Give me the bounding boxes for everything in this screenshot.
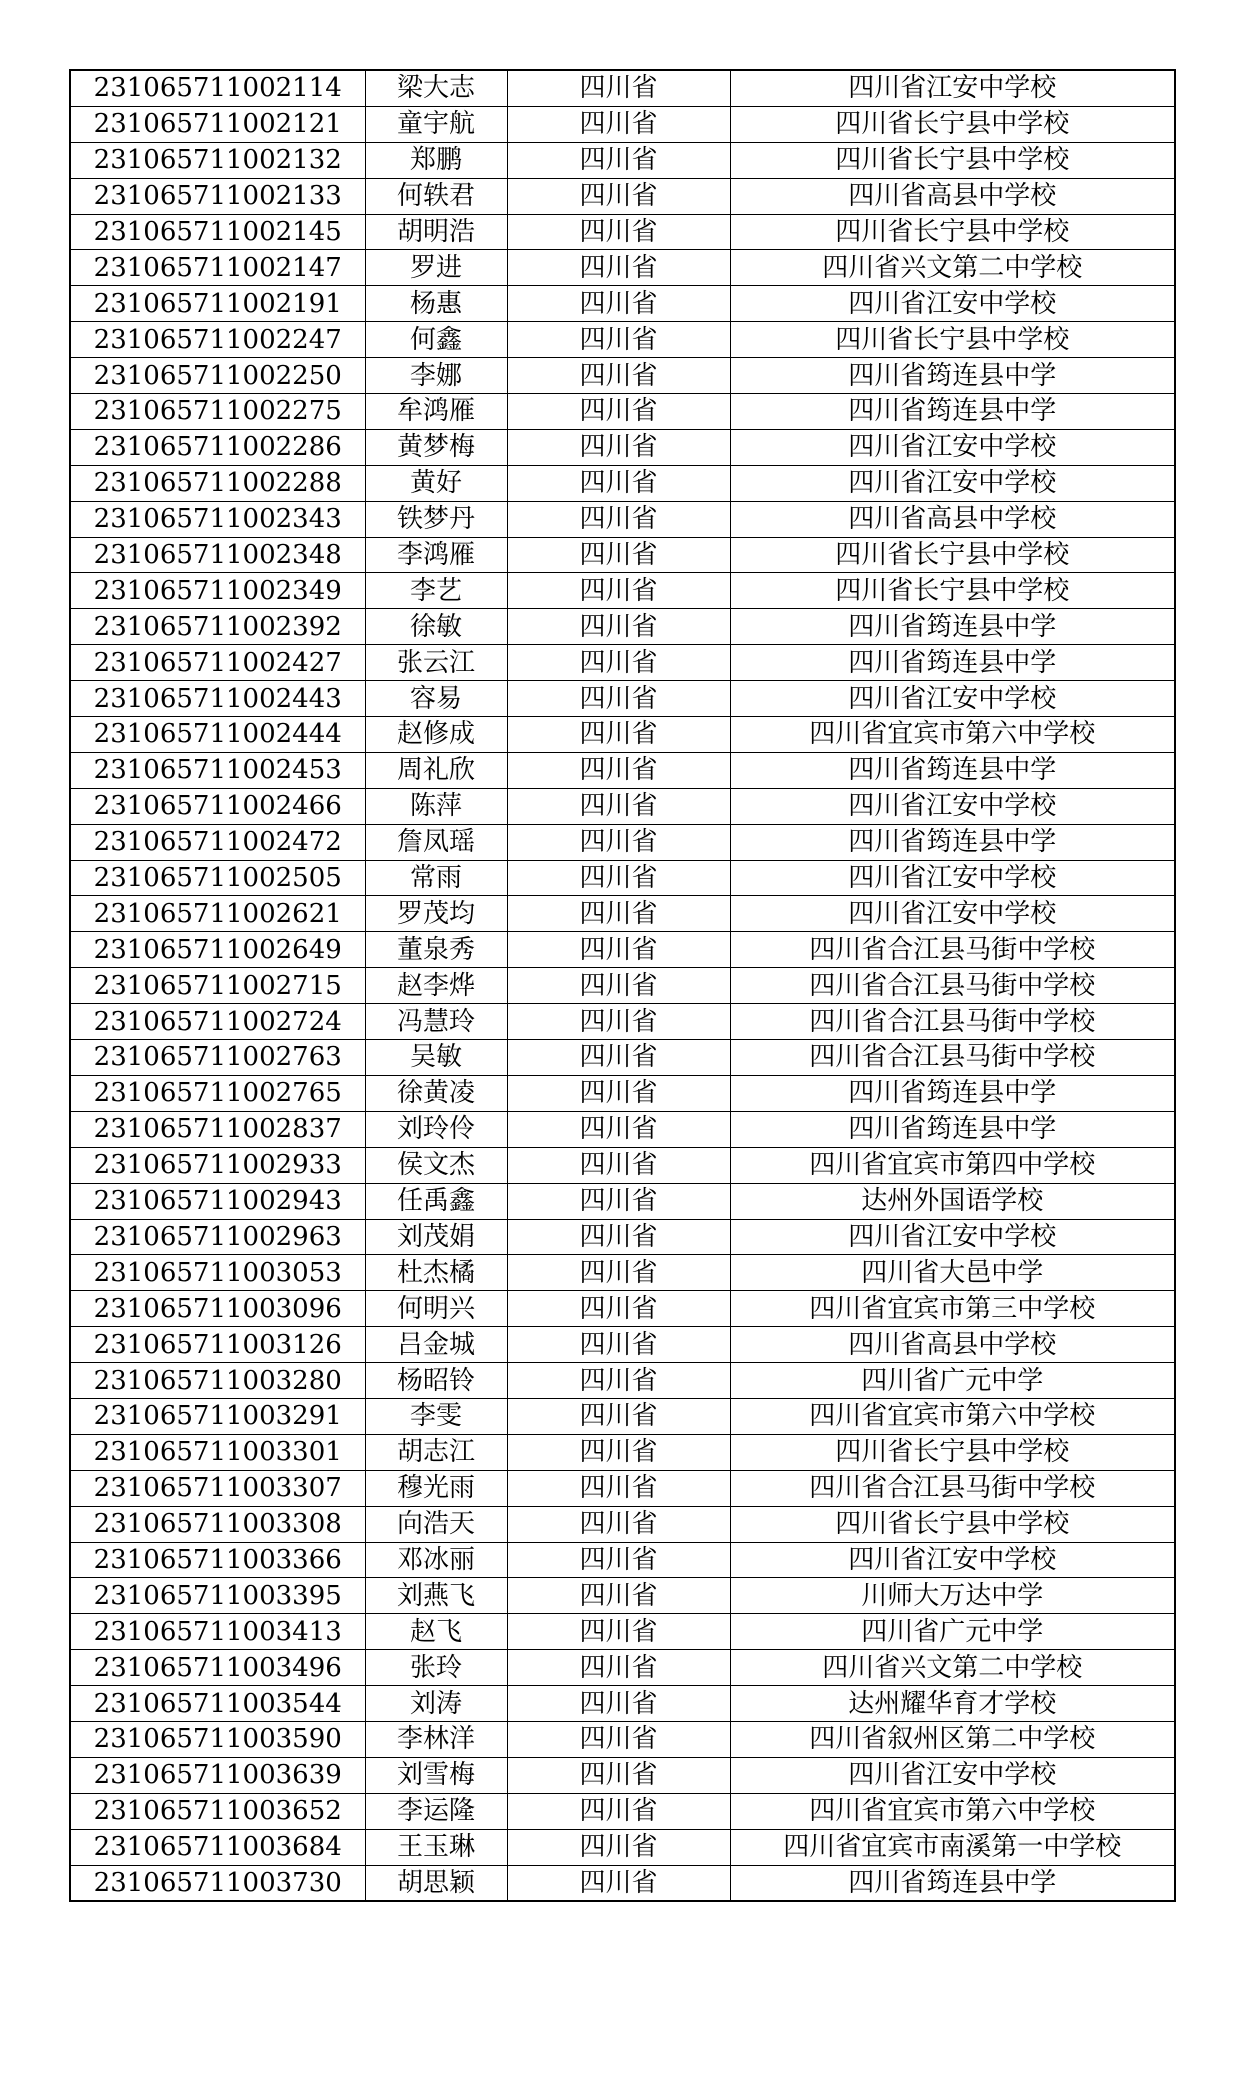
school-cell: 四川省筠连县中学 — [730, 358, 1175, 394]
province-cell: 四川省 — [507, 1004, 730, 1040]
candidate-id-cell: 231065711003053 — [70, 1255, 365, 1291]
table-row — [70, 501, 1175, 537]
table-row — [70, 1147, 1175, 1183]
table-row — [70, 1291, 1175, 1327]
candidate-name-cell: 周礼欣 — [365, 752, 507, 788]
school-cell: 四川省高县中学校 — [730, 501, 1175, 537]
province-cell: 四川省 — [507, 1219, 730, 1255]
candidate-id-cell: 231065711002191 — [70, 286, 365, 322]
candidate-name-cell: 罗茂均 — [365, 896, 507, 932]
school-cell: 四川省宜宾市第四中学校 — [730, 1147, 1175, 1183]
roster-table — [69, 69, 1176, 1902]
province-cell: 四川省 — [507, 70, 730, 106]
candidate-name-cell: 穆光雨 — [365, 1470, 507, 1506]
candidate-id-cell: 231065711003126 — [70, 1327, 365, 1363]
table-row — [70, 1219, 1175, 1255]
table-row — [70, 1398, 1175, 1434]
province-cell: 四川省 — [507, 429, 730, 465]
province-cell: 四川省 — [507, 1865, 730, 1901]
school-cell: 四川省宜宾市第六中学校 — [730, 1793, 1175, 1829]
table-row — [70, 429, 1175, 465]
province-cell: 四川省 — [507, 465, 730, 501]
candidate-id-cell: 231065711003280 — [70, 1363, 365, 1399]
candidate-name-cell: 罗进 — [365, 250, 507, 286]
candidate-id-cell: 231065711002466 — [70, 788, 365, 824]
candidate-name-cell: 李运隆 — [365, 1793, 507, 1829]
table-row — [70, 1434, 1175, 1470]
candidate-id-cell: 231065711003096 — [70, 1291, 365, 1327]
school-cell: 四川省江安中学校 — [730, 465, 1175, 501]
candidate-id-cell: 231065711002348 — [70, 537, 365, 573]
candidate-name-cell: 刘茂娟 — [365, 1219, 507, 1255]
school-cell: 四川省江安中学校 — [730, 1757, 1175, 1793]
province-cell: 四川省 — [507, 824, 730, 860]
candidate-name-cell: 何鑫 — [365, 322, 507, 358]
province-cell: 四川省 — [507, 1398, 730, 1434]
candidate-name-cell: 刘燕飞 — [365, 1578, 507, 1614]
candidate-id-cell: 231065711003730 — [70, 1865, 365, 1901]
candidate-name-cell: 杜杰橘 — [365, 1255, 507, 1291]
school-cell: 四川省长宁县中学校 — [730, 106, 1175, 142]
candidate-id-cell: 231065711002250 — [70, 358, 365, 394]
table-row — [70, 142, 1175, 178]
candidate-name-cell: 牟鸿雁 — [365, 394, 507, 430]
table-row — [70, 788, 1175, 824]
candidate-id-cell: 231065711002145 — [70, 214, 365, 250]
candidate-name-cell: 徐敏 — [365, 609, 507, 645]
candidate-name-cell: 吕金城 — [365, 1327, 507, 1363]
candidate-id-cell: 231065711003301 — [70, 1434, 365, 1470]
province-cell: 四川省 — [507, 752, 730, 788]
candidate-name-cell: 容易 — [365, 681, 507, 717]
table-row — [70, 752, 1175, 788]
candidate-id-cell: 231065711003684 — [70, 1829, 365, 1865]
candidate-name-cell: 黄好 — [365, 465, 507, 501]
province-cell: 四川省 — [507, 106, 730, 142]
table-row — [70, 1004, 1175, 1040]
table-row — [70, 1650, 1175, 1686]
school-cell: 四川省合江县马街中学校 — [730, 1040, 1175, 1076]
school-cell: 四川省筠连县中学 — [730, 645, 1175, 681]
province-cell: 四川省 — [507, 1111, 730, 1147]
school-cell: 四川省高县中学校 — [730, 1327, 1175, 1363]
candidate-id-cell: 231065711002444 — [70, 717, 365, 753]
school-cell: 四川省长宁县中学校 — [730, 1506, 1175, 1542]
table-row — [70, 860, 1175, 896]
candidate-id-cell: 231065711003395 — [70, 1578, 365, 1614]
school-cell: 四川省宜宾市第六中学校 — [730, 1398, 1175, 1434]
candidate-id-cell: 231065711002837 — [70, 1111, 365, 1147]
school-cell: 四川省长宁县中学校 — [730, 537, 1175, 573]
table-row — [70, 1363, 1175, 1399]
candidate-id-cell: 231065711003291 — [70, 1398, 365, 1434]
province-cell: 四川省 — [507, 142, 730, 178]
candidate-id-cell: 231065711003307 — [70, 1470, 365, 1506]
table-row — [70, 968, 1175, 1004]
province-cell: 四川省 — [507, 322, 730, 358]
school-cell: 川师大万达中学 — [730, 1578, 1175, 1614]
candidate-id-cell: 231065711002349 — [70, 573, 365, 609]
candidate-id-cell: 231065711002147 — [70, 250, 365, 286]
candidate-id-cell: 231065711002132 — [70, 142, 365, 178]
province-cell: 四川省 — [507, 1434, 730, 1470]
table-row — [70, 681, 1175, 717]
school-cell: 达州外国语学校 — [730, 1183, 1175, 1219]
school-cell: 四川省宜宾市南溪第一中学校 — [730, 1829, 1175, 1865]
school-cell: 四川省高县中学校 — [730, 178, 1175, 214]
candidate-name-cell: 杨惠 — [365, 286, 507, 322]
table-row — [70, 250, 1175, 286]
school-cell: 四川省长宁县中学校 — [730, 214, 1175, 250]
school-cell: 达州耀华育才学校 — [730, 1686, 1175, 1722]
province-cell: 四川省 — [507, 788, 730, 824]
province-cell: 四川省 — [507, 681, 730, 717]
province-cell: 四川省 — [507, 286, 730, 322]
candidate-name-cell: 邓冰丽 — [365, 1542, 507, 1578]
province-cell: 四川省 — [507, 968, 730, 1004]
province-cell: 四川省 — [507, 1255, 730, 1291]
province-cell: 四川省 — [507, 394, 730, 430]
candidate-id-cell: 231065711002247 — [70, 322, 365, 358]
school-cell: 四川省江安中学校 — [730, 896, 1175, 932]
candidate-name-cell: 吴敏 — [365, 1040, 507, 1076]
candidate-name-cell: 刘涛 — [365, 1686, 507, 1722]
province-cell: 四川省 — [507, 1040, 730, 1076]
candidate-name-cell: 铁梦丹 — [365, 501, 507, 537]
province-cell: 四川省 — [507, 717, 730, 753]
school-cell: 四川省宜宾市第三中学校 — [730, 1291, 1175, 1327]
candidate-name-cell: 陈萍 — [365, 788, 507, 824]
province-cell: 四川省 — [507, 1829, 730, 1865]
candidate-id-cell: 231065711003496 — [70, 1650, 365, 1686]
school-cell: 四川省筠连县中学 — [730, 752, 1175, 788]
province-cell: 四川省 — [507, 1075, 730, 1111]
candidate-name-cell: 李鸿雁 — [365, 537, 507, 573]
table-row — [70, 1183, 1175, 1219]
province-cell: 四川省 — [507, 178, 730, 214]
province-cell: 四川省 — [507, 1578, 730, 1614]
table-row — [70, 1255, 1175, 1291]
province-cell: 四川省 — [507, 1291, 730, 1327]
province-cell: 四川省 — [507, 1757, 730, 1793]
candidate-id-cell: 231065711002343 — [70, 501, 365, 537]
table-row — [70, 1327, 1175, 1363]
candidate-name-cell: 何明兴 — [365, 1291, 507, 1327]
school-cell: 四川省宜宾市第六中学校 — [730, 717, 1175, 753]
school-cell: 四川省长宁县中学校 — [730, 573, 1175, 609]
table-row — [70, 824, 1175, 860]
candidate-id-cell: 231065711002765 — [70, 1075, 365, 1111]
province-cell: 四川省 — [507, 1147, 730, 1183]
province-cell: 四川省 — [507, 1327, 730, 1363]
school-cell: 四川省筠连县中学 — [730, 824, 1175, 860]
candidate-name-cell: 赵修成 — [365, 717, 507, 753]
candidate-id-cell: 231065711002715 — [70, 968, 365, 1004]
school-cell: 四川省兴文第二中学校 — [730, 250, 1175, 286]
school-cell: 四川省江安中学校 — [730, 429, 1175, 465]
school-cell: 四川省江安中学校 — [730, 70, 1175, 106]
candidate-id-cell: 231065711003544 — [70, 1686, 365, 1722]
candidate-name-cell: 任禹鑫 — [365, 1183, 507, 1219]
candidate-id-cell: 231065711002121 — [70, 106, 365, 142]
candidate-name-cell: 赵飞 — [365, 1614, 507, 1650]
province-cell: 四川省 — [507, 1363, 730, 1399]
school-cell: 四川省筠连县中学 — [730, 1865, 1175, 1901]
table-row — [70, 1829, 1175, 1865]
candidate-name-cell: 刘玲伶 — [365, 1111, 507, 1147]
candidate-name-cell: 张云江 — [365, 645, 507, 681]
candidate-id-cell: 231065711002392 — [70, 609, 365, 645]
candidate-name-cell: 李雯 — [365, 1398, 507, 1434]
candidate-name-cell: 侯文杰 — [365, 1147, 507, 1183]
candidate-name-cell: 梁大志 — [365, 70, 507, 106]
school-cell: 四川省合江县马街中学校 — [730, 1004, 1175, 1040]
school-cell: 四川省长宁县中学校 — [730, 322, 1175, 358]
school-cell: 四川省筠连县中学 — [730, 394, 1175, 430]
candidate-id-cell: 231065711002943 — [70, 1183, 365, 1219]
candidate-id-cell: 231065711003366 — [70, 1542, 365, 1578]
province-cell: 四川省 — [507, 609, 730, 645]
province-cell: 四川省 — [507, 214, 730, 250]
table-row — [70, 932, 1175, 968]
table-row — [70, 573, 1175, 609]
candidate-name-cell: 郑鹏 — [365, 142, 507, 178]
candidate-name-cell: 向浩天 — [365, 1506, 507, 1542]
table-row — [70, 1757, 1175, 1793]
school-cell: 四川省合江县马街中学校 — [730, 1470, 1175, 1506]
school-cell: 四川省长宁县中学校 — [730, 1434, 1175, 1470]
table-row — [70, 358, 1175, 394]
school-cell: 四川省江安中学校 — [730, 860, 1175, 896]
candidate-name-cell: 李林洋 — [365, 1721, 507, 1757]
table-row — [70, 394, 1175, 430]
candidate-id-cell: 231065711002288 — [70, 465, 365, 501]
candidate-name-cell: 冯慧玲 — [365, 1004, 507, 1040]
school-cell: 四川省合江县马街中学校 — [730, 968, 1175, 1004]
candidate-id-cell: 231065711002724 — [70, 1004, 365, 1040]
province-cell: 四川省 — [507, 1614, 730, 1650]
candidate-id-cell: 231065711002114 — [70, 70, 365, 106]
candidate-name-cell: 胡志江 — [365, 1434, 507, 1470]
candidate-id-cell: 231065711002286 — [70, 429, 365, 465]
table-row — [70, 1470, 1175, 1506]
table-row — [70, 465, 1175, 501]
table-row — [70, 106, 1175, 142]
province-cell: 四川省 — [507, 1470, 730, 1506]
school-cell: 四川省大邑中学 — [730, 1255, 1175, 1291]
province-cell: 四川省 — [507, 860, 730, 896]
table-row — [70, 1506, 1175, 1542]
school-cell: 四川省叙州区第二中学校 — [730, 1721, 1175, 1757]
candidate-name-cell: 徐黄凌 — [365, 1075, 507, 1111]
province-cell: 四川省 — [507, 573, 730, 609]
candidate-id-cell: 231065711002427 — [70, 645, 365, 681]
table-row — [70, 609, 1175, 645]
school-cell: 四川省筠连县中学 — [730, 1075, 1175, 1111]
candidate-name-cell: 杨昭铃 — [365, 1363, 507, 1399]
table-row — [70, 1075, 1175, 1111]
table-row — [70, 178, 1175, 214]
candidate-id-cell: 231065711002275 — [70, 394, 365, 430]
candidate-id-cell: 231065711002443 — [70, 681, 365, 717]
candidate-id-cell: 231065711003590 — [70, 1721, 365, 1757]
candidate-name-cell: 何轶君 — [365, 178, 507, 214]
candidate-name-cell: 李艺 — [365, 573, 507, 609]
candidate-id-cell: 231065711002649 — [70, 932, 365, 968]
candidate-id-cell: 231065711002453 — [70, 752, 365, 788]
province-cell: 四川省 — [507, 1183, 730, 1219]
candidate-id-cell: 231065711002505 — [70, 860, 365, 896]
school-cell: 四川省合江县马街中学校 — [730, 932, 1175, 968]
candidate-name-cell: 王玉琳 — [365, 1829, 507, 1865]
table-row — [70, 537, 1175, 573]
candidate-name-cell: 刘雪梅 — [365, 1757, 507, 1793]
candidate-id-cell: 231065711002621 — [70, 896, 365, 932]
table-row — [70, 1721, 1175, 1757]
candidate-name-cell: 黄梦梅 — [365, 429, 507, 465]
candidate-id-cell: 231065711002133 — [70, 178, 365, 214]
province-cell: 四川省 — [507, 1506, 730, 1542]
table-row — [70, 1111, 1175, 1147]
table-row — [70, 1040, 1175, 1076]
table-row — [70, 1542, 1175, 1578]
candidate-id-cell: 231065711002472 — [70, 824, 365, 860]
school-cell: 四川省广元中学 — [730, 1363, 1175, 1399]
candidate-name-cell: 常雨 — [365, 860, 507, 896]
roster-table-body — [70, 70, 1175, 1901]
province-cell: 四川省 — [507, 250, 730, 286]
school-cell: 四川省兴文第二中学校 — [730, 1650, 1175, 1686]
school-cell: 四川省江安中学校 — [730, 286, 1175, 322]
table-row — [70, 1865, 1175, 1901]
candidate-id-cell: 231065711003652 — [70, 1793, 365, 1829]
candidate-id-cell: 231065711002933 — [70, 1147, 365, 1183]
candidate-id-cell: 231065711003413 — [70, 1614, 365, 1650]
school-cell: 四川省筠连县中学 — [730, 1111, 1175, 1147]
table-row — [70, 70, 1175, 106]
province-cell: 四川省 — [507, 896, 730, 932]
province-cell: 四川省 — [507, 501, 730, 537]
candidate-name-cell: 詹凤瑶 — [365, 824, 507, 860]
school-cell: 四川省长宁县中学校 — [730, 142, 1175, 178]
candidate-name-cell: 李娜 — [365, 358, 507, 394]
table-row — [70, 1686, 1175, 1722]
candidate-id-cell: 231065711003639 — [70, 1757, 365, 1793]
table-row — [70, 286, 1175, 322]
province-cell: 四川省 — [507, 1686, 730, 1722]
province-cell: 四川省 — [507, 1650, 730, 1686]
province-cell: 四川省 — [507, 537, 730, 573]
table-row — [70, 1793, 1175, 1829]
province-cell: 四川省 — [507, 645, 730, 681]
candidate-name-cell: 胡明浩 — [365, 214, 507, 250]
candidate-id-cell: 231065711002763 — [70, 1040, 365, 1076]
school-cell: 四川省广元中学 — [730, 1614, 1175, 1650]
candidate-name-cell: 张玲 — [365, 1650, 507, 1686]
table-row — [70, 645, 1175, 681]
table-row — [70, 1614, 1175, 1650]
school-cell: 四川省江安中学校 — [730, 681, 1175, 717]
table-row — [70, 717, 1175, 753]
candidate-name-cell: 董泉秀 — [365, 932, 507, 968]
candidate-name-cell: 赵李烨 — [365, 968, 507, 1004]
province-cell: 四川省 — [507, 932, 730, 968]
roster-sheet — [69, 69, 1174, 1902]
candidate-name-cell: 童宇航 — [365, 106, 507, 142]
table-row — [70, 896, 1175, 932]
candidate-id-cell: 231065711003308 — [70, 1506, 365, 1542]
table-row — [70, 1578, 1175, 1614]
province-cell: 四川省 — [507, 358, 730, 394]
school-cell: 四川省江安中学校 — [730, 1542, 1175, 1578]
school-cell: 四川省筠连县中学 — [730, 609, 1175, 645]
province-cell: 四川省 — [507, 1721, 730, 1757]
province-cell: 四川省 — [507, 1793, 730, 1829]
candidate-id-cell: 231065711002963 — [70, 1219, 365, 1255]
candidate-name-cell: 胡思颖 — [365, 1865, 507, 1901]
table-row — [70, 322, 1175, 358]
province-cell: 四川省 — [507, 1542, 730, 1578]
school-cell: 四川省江安中学校 — [730, 1219, 1175, 1255]
school-cell: 四川省江安中学校 — [730, 788, 1175, 824]
table-row — [70, 214, 1175, 250]
